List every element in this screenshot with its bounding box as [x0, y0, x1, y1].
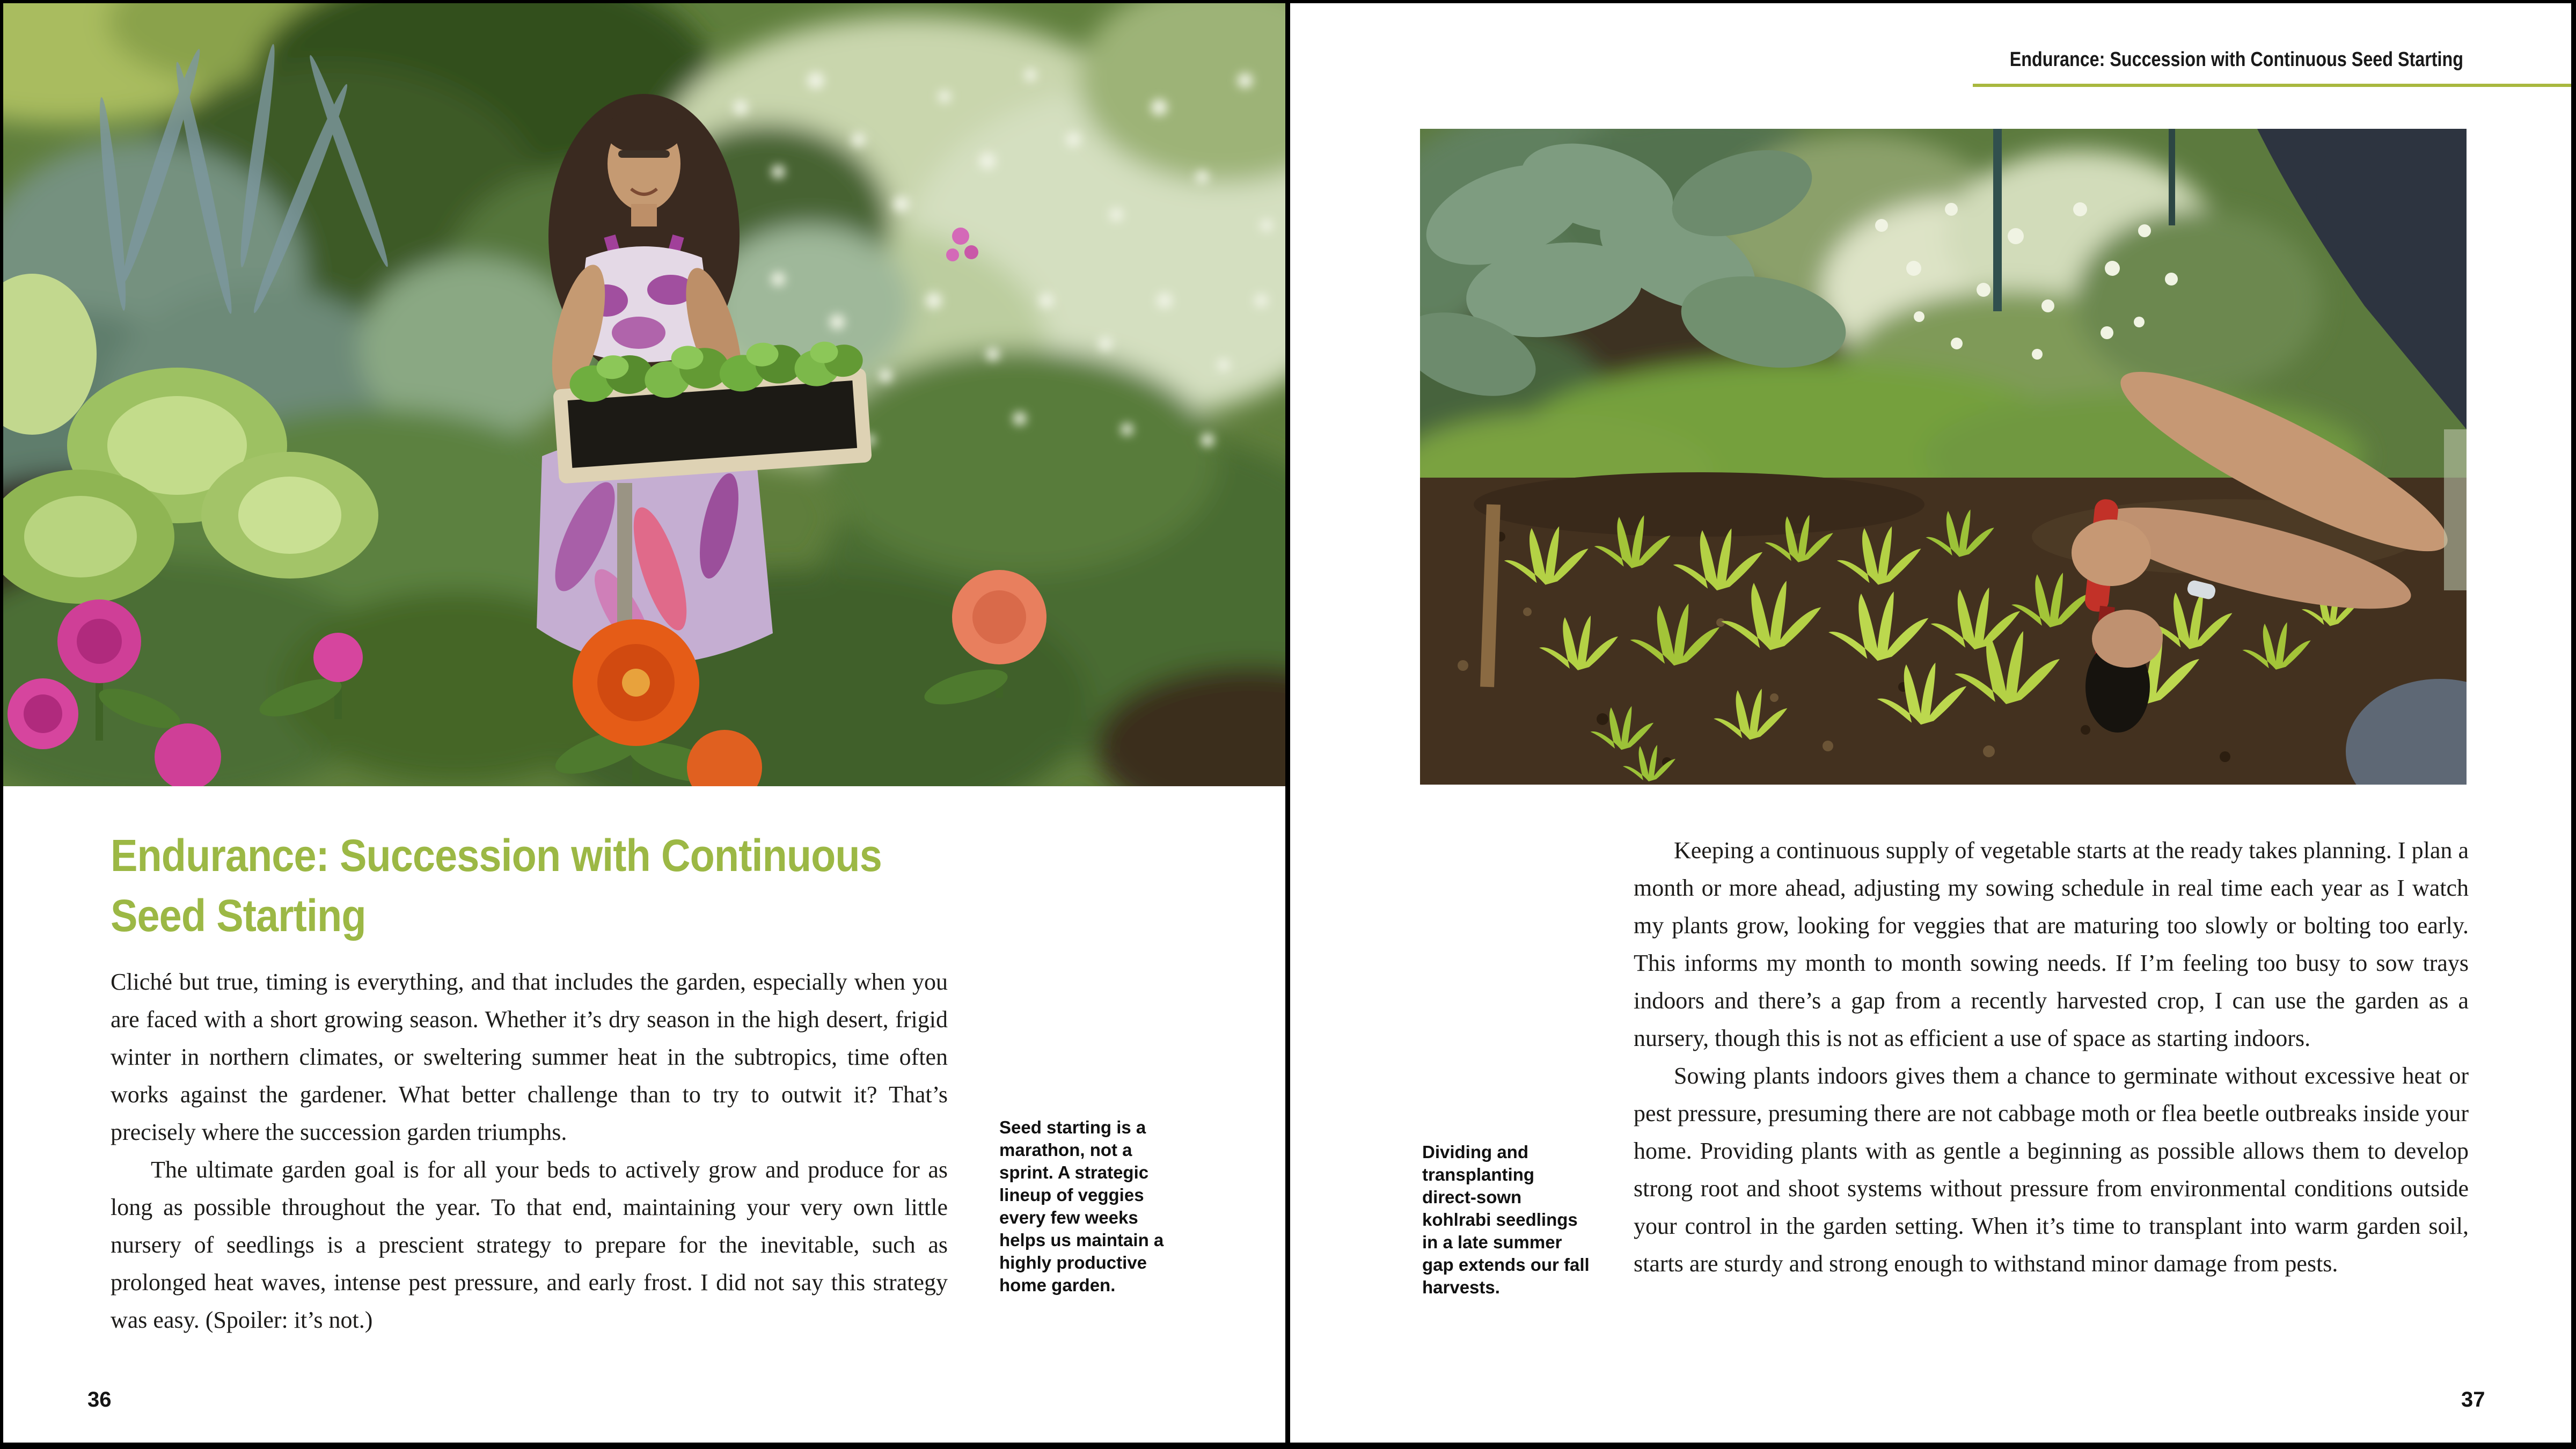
- right-photo-caption: Dividing and transplanting direct-sown kohlrabi seedlings in a late summer gap extends our fall harvests.: [1422, 1142, 1590, 1297]
- right-paragraph-1: Keeping a continuous supply of vegetable starts at the ready takes planning. I plan a month or more ahead, adjusting my sowing schedule in real time each year as I watch my plants grow, looking for veggies that are maturing too slowly or bolting too early. This informs my month to month sowing needs. If I’m feeling too busy to sow trays indoors and there’s a gap from a recently harvested crop, I can use the garden as a nursery, though this is not as efficient a use of space as starting indoors.: [1634, 837, 2469, 1051]
- right-body-text: [1634, 832, 2469, 1283]
- left-photo-illustration: [0, 0, 1288, 786]
- page-frame-left: [0, 0, 3, 1449]
- right-photo-illustration: [1420, 129, 2467, 785]
- chapter-title-line2: Seed Starting: [111, 890, 366, 941]
- header-rule: [1973, 84, 2572, 87]
- right-page-photo: [1420, 129, 2467, 785]
- page-frame-right: [2571, 0, 2576, 1449]
- left-page-photo: [0, 0, 1288, 786]
- background-sliver: [2444, 429, 2467, 590]
- page-number-36: 36: [87, 1388, 112, 1411]
- left-photo-caption: Seed starting is a marathon, not a sprint. A strategic lineup of veggies every few weeks helps us maintain a highly productive home garden.: [999, 1117, 1164, 1295]
- page-gutter-line: [1285, 0, 1290, 1449]
- right-paragraph-2: Sowing plants indoors gives them a chance to germinate without excessive heat or pest pressure, presuming there are not cabbage moth or flea beetle outbreaks inside your home. Providing plants with as gentle a beginning as possible allows them to develop strong root and shoot systems without pressure from environmental conditions outside your control in the garden setting. When it’s time to transplant into warm garden soil, starts are sturdy and strong enough to withstand minor damage from pests.: [1634, 1063, 2469, 1277]
- chapter-title: [111, 825, 882, 946]
- page-number-37: 37: [2461, 1388, 2485, 1411]
- left-paragraph-1: Cliché but true, timing is everything, and that includes the garden, especially when you are faced with a short growing season. Whether it’s dry season in the high desert, frigid winter in northern climates, or sweltering summer heat in the subtropics, time often works against the gardener. What better challenge than to try to outwit it? That’s precisely where the succession garden triumphs.: [111, 969, 948, 1145]
- running-header: Endurance: Succession with Continuous Seed Starting: [2009, 48, 2463, 71]
- left-body-text: [111, 963, 948, 1339]
- left-paragraph-2: The ultimate garden goal is for all your beds to actively grow and produce for as long as possible throughout the year. To that end, maintaining your very own little nursery of seedlings is a prescient strategy to prepare for the inevitable, such as prolonged heat waves, intense pest pressure, and early frost. I did not say this strategy was easy. (Spoiler: it’s not.): [111, 1157, 948, 1333]
- chapter-title-line1: Endurance: Succession with Continuous: [111, 830, 882, 881]
